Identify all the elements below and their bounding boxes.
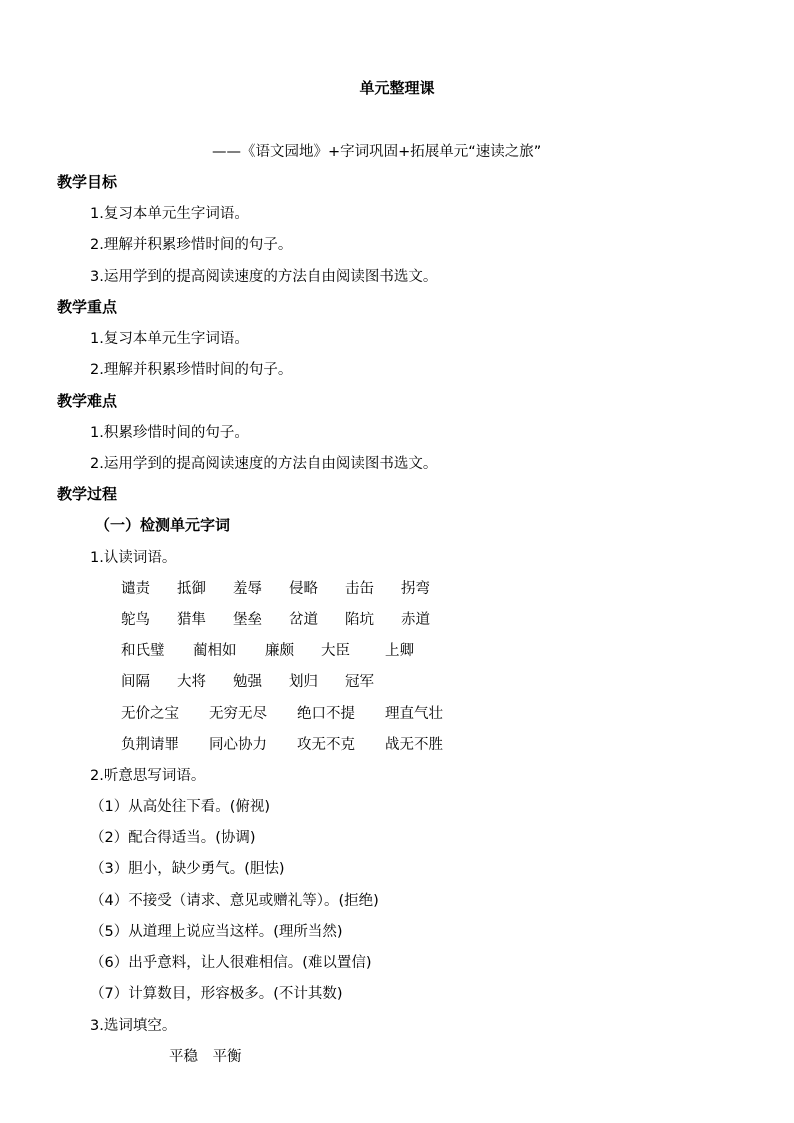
word: 击缶 (345, 581, 374, 597)
word: 赤道 (401, 612, 430, 628)
word: 鸵鸟 (121, 612, 150, 628)
difficulty-item: 1.积累珍惜时间的句子。 (90, 425, 249, 441)
task-3-label: 3.选词填空。 (90, 1018, 177, 1034)
word: 侵略 (289, 581, 318, 597)
word: 拐弯 (401, 581, 430, 597)
word: 划归 (289, 674, 318, 690)
word: 和氏璧 (121, 643, 165, 659)
word: 谴责 (121, 581, 150, 597)
word: 绝口不提 (297, 706, 355, 722)
word: 攻无不克 (297, 737, 355, 753)
word-choices: 平稳 平衡 (169, 1049, 242, 1065)
heading-difficulties: 教学难点 (57, 392, 118, 410)
word: 大将 (177, 674, 206, 690)
word: 羞辱 (233, 581, 262, 597)
word: 陷坑 (345, 612, 374, 628)
word: 冠军 (345, 674, 374, 690)
difficulty-item: 2.运用学到的提高阅读速度的方法自由阅读图书选文。 (90, 456, 438, 472)
heading-goals: 教学目标 (57, 173, 118, 191)
word: 理直气壮 (385, 706, 443, 722)
dictation-item: （7）计算数目，形容极多。(不计其数) (90, 986, 343, 1002)
heading-process: 教学过程 (57, 485, 118, 503)
process-subheading: （一）检测单元字词 (95, 516, 231, 534)
goal-item: 2.理解并积累珍惜时间的句子。 (90, 237, 293, 253)
goal-item: 1.复习本单元生字词语。 (90, 206, 249, 222)
word: 负荆请罪 (121, 737, 179, 753)
word: 廉颇 (265, 643, 294, 659)
dictation-item: （2）配合得适当。(协调) (90, 830, 256, 846)
task-1-label: 1.认读词语。 (90, 550, 177, 566)
heading-keypoints: 教学重点 (57, 298, 118, 316)
word: 无价之宝 (121, 706, 179, 722)
word: 勉强 (233, 674, 262, 690)
word: 上卿 (385, 643, 414, 659)
goal-item: 3.运用学到的提高阅读速度的方法自由阅读图书选文。 (90, 269, 438, 285)
word: 堡垒 (233, 612, 262, 628)
word: 战无不胜 (385, 737, 443, 753)
page-title: 单元整理课 (359, 79, 435, 97)
keypoint-item: 1.复习本单元生字词语。 (90, 331, 249, 347)
dictation-item: （6）出乎意料，让人很难相信。(难以置信) (90, 955, 372, 971)
word: 无穷无尽 (209, 706, 267, 722)
keypoint-item: 2.理解并积累珍惜时间的句子。 (90, 362, 293, 378)
word: 大臣 (321, 643, 350, 659)
page-subtitle: ——《语文园地》+字词巩固+拓展单元“速读之旅” (212, 144, 542, 160)
dictation-item: （3）胆小，缺少勇气。(胆怯) (90, 861, 285, 877)
word: 同心协力 (209, 737, 267, 753)
word: 抵御 (177, 581, 206, 597)
word: 间隔 (121, 674, 150, 690)
dictation-item: （5）从道理上说应当这样。(理所当然) (90, 924, 343, 940)
word: 猎隼 (177, 612, 206, 628)
dictation-item: （1）从高处往下看。(俯视) (90, 799, 271, 815)
task-2-label: 2.听意思写词语。 (90, 768, 206, 784)
dictation-item: （4）不接受（请求、意见或赠礼等）。(拒绝) (90, 893, 379, 909)
word: 蔺相如 (193, 643, 237, 659)
word: 岔道 (289, 612, 318, 628)
